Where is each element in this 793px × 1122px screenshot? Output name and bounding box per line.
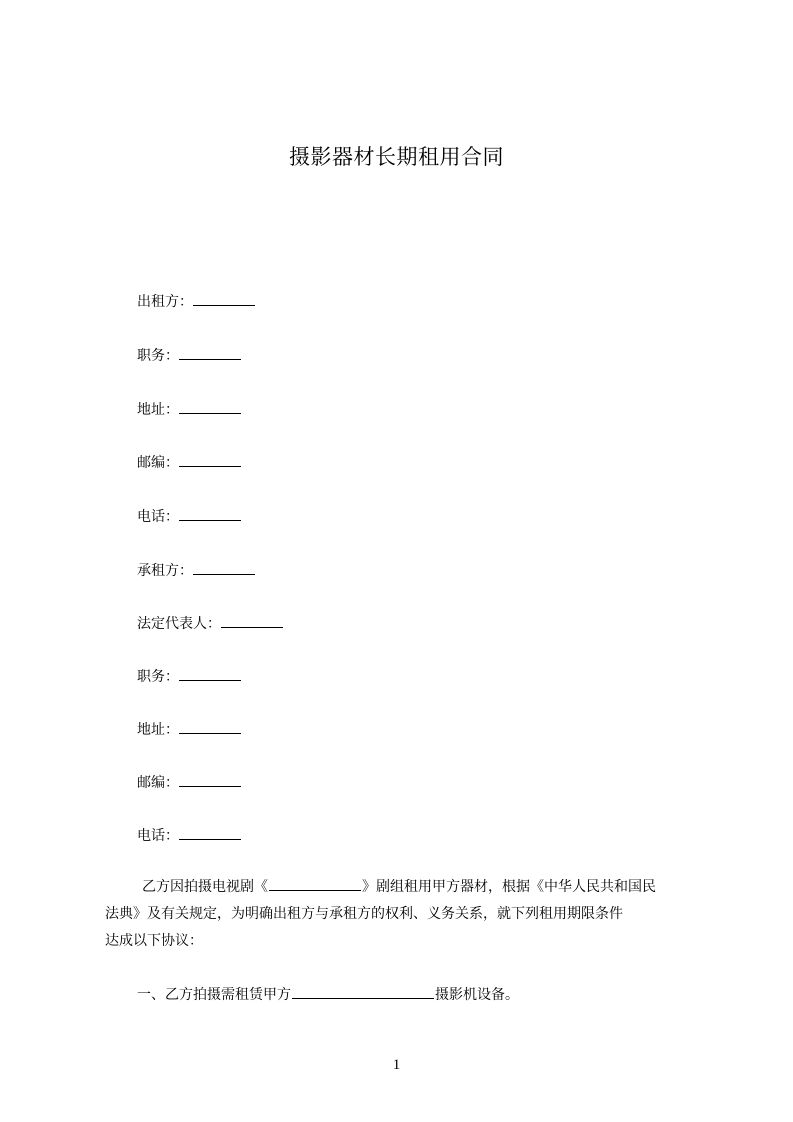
lessee-postcode-field [137,772,241,793]
preamble-paragraph [105,874,705,955]
lessor-postcode-blank [179,452,241,467]
lessor-position-blank [179,345,241,360]
lessee-position-field [137,666,241,687]
lessee-position-blank [179,666,241,681]
lessor-phone-blank [179,506,241,521]
clause-1-before: 一、乙方拍摄需租赁甲方 [137,987,291,1003]
lessor-name-label: 出租方： [137,294,193,310]
lessee-name-field [137,560,255,581]
lessee-representative-field [137,613,283,634]
clause-1-after: 摄影机设备。 [435,987,519,1003]
lessee-name-label: 承租方： [137,563,193,579]
preamble-line-3: 达成以下协议： [105,933,203,949]
lessor-position-label: 职务： [137,348,179,364]
lessee-phone-field [137,825,241,846]
lessor-address-field [137,399,241,420]
lessee-address-blank [179,719,241,734]
clause-1 [137,984,519,1005]
lessor-phone-field [137,506,241,527]
lessor-name-field [137,291,255,312]
lessee-address-label: 地址： [137,722,179,738]
lessee-representative-label: 法定代表人： [137,616,221,632]
lessee-postcode-label: 邮编： [137,775,179,791]
drama-title-blank [269,876,361,891]
device-blank [292,984,434,999]
lessor-postcode-label: 邮编： [137,455,179,471]
lessor-postcode-field [137,452,241,473]
lessee-name-blank [193,560,255,575]
lessee-address-field [137,719,241,740]
lessee-phone-blank [179,825,241,840]
preamble-line-1-after: 》剧组租用甲方器材，根据《中华人民共和国民 [362,879,656,895]
page-number: 1 [392,1057,401,1073]
lessee-postcode-blank [179,772,241,787]
lessor-position-field [137,345,241,366]
lessor-name-blank [193,291,255,306]
lessee-position-label: 职务： [137,669,179,685]
preamble-line-1 [105,874,705,901]
preamble-line-2: 法典》及有关规定，为明确出租方与承租方的权利、义务关系，就下列租用期限条件 [105,906,623,922]
lessor-address-label: 地址： [137,402,179,418]
preamble-line-1-before: 乙方因拍摄电视剧《 [142,879,268,895]
lessor-phone-label: 电话： [137,509,179,525]
document-title: 摄影器材长期租用合同 [289,145,504,169]
lessor-address-blank [179,399,241,414]
lessee-representative-blank [221,613,283,628]
lessee-phone-label: 电话： [137,828,179,844]
